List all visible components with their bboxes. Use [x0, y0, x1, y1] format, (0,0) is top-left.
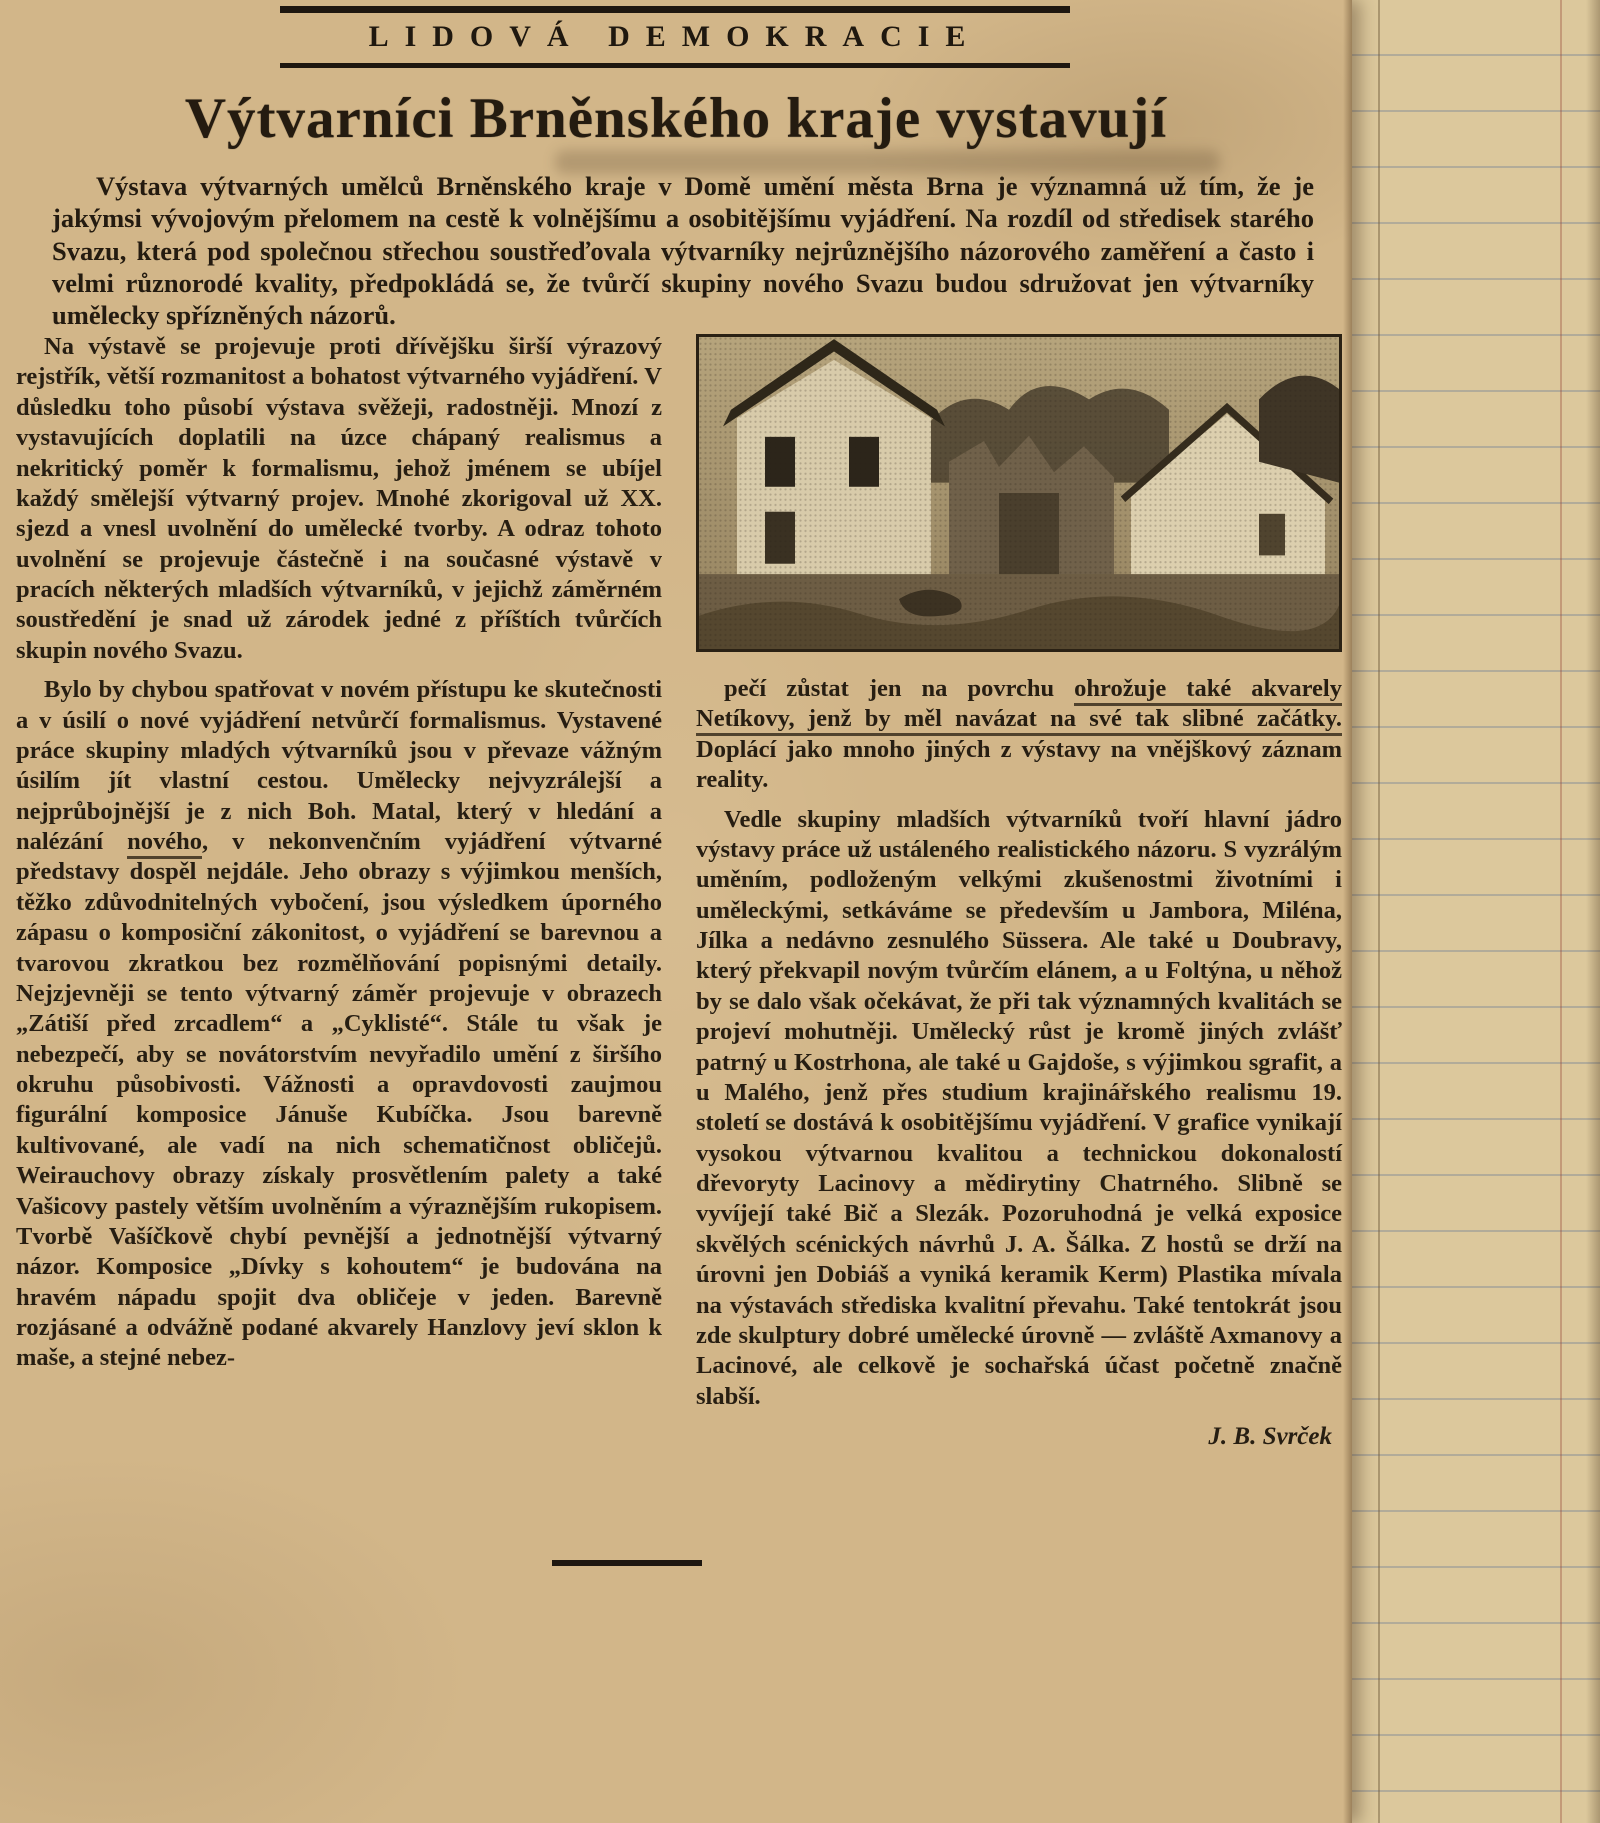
article-paragraph	[696, 674, 1342, 796]
masthead-title: LIDOVÁ DEMOKRACIE	[368, 20, 982, 53]
paragraph-text: Bylo by chybou spatřovat v novém přístupu ke skutečnosti a v úsilí o nové vyjádření netvůrčí formalismus. Vystavené práce skupiny mladých výtvarníků jsou v převaze vážným úsilím jít vlastní cestou. Umělecky nejvyzrálejší a nejprůbojnější je z nich Boh. Matal, který v hledání a nalézání	[16, 676, 662, 855]
paragraph-text: Na výstavě se projevuje proti dřívějšku širší výrazový rejstřík, větší rozmanitost a bohatost výtvarného vyjádření. V důsledku toho působí výstava svěžeji, radostněji. Mnozí z vystavujících doplatili na úzce chápaný realismus a nekritický poměr k formalismu, jehož jménem se ubíjel každý smělejší výtvarný projev. Mnohé zkorigoval už XX. sjezd a vnesl uvolnění do umělecké tvorby. A odraz tohoto uvolnění se projevuje částečně i na současné výstavě v pracích některých mladších výtvarníků, v jejichž záměrném soustředění je snad už zárodek jedné z příštích tvůrčích skupin nového Svazu.	[16, 333, 662, 664]
pencil-underlined-text: ohrožuje také akvarely Netíkovy, jenž by měl navázat na své tak slibné začátky.	[696, 675, 1342, 736]
paragraph-text: Vedle skupiny mladších výtvarníků tvoří hlavní jádro výstavy práce už ustáleného realistického názoru. S vyzrálým uměním, podloženým velkými zkušenostmi životními i uměleckými, setkáváme se především u Jambora, Miléna, Jílka a nedávno zesnulého Süssera. Ale také u Doubravy, který překvapil novým tvůrčím elánem, a u Foltýna, u něhož by se dalo však očekávat, že při tak významných kvalitách se projeví mohutněji. Umělecký růst je kromě jiných zvlášť patrný u Kostrhona, ale také u Gajdoše, s výjimkou sgrafit, a u Malého, jenž přes studium krajinářského realismu 19. století se dostává k osobitějšímu vyjádření. V grafice vynikají vysokou výtvarnou kvalitou a technickou dokonalostí dřevoryty Lacinovy a mědirytiny Chatrného. Slibně se vyvíjejí také Bič a Slezák. Pozoruhodná je velká exposice skvělých scénických návrhů J. A. Šálka. Z hostů se drží na úrovni jen Dobiáš a vyniká keramik Kerm) Plastika mívala na výstavách střediska kvalitní převahu. Také tentokrát jsou zde skulptury dobré umělecké úrovně — zvláště Axmanovy a Lacinové, ale celkově je sochařská účast početně značně slabší.	[696, 805, 1342, 1410]
masthead	[280, 6, 1070, 68]
article-lead-paragraph: Výstava výtvarných umělců Brněnského kraje v Domě umění města Brna je významná už tím, že je jakýmsi vývojovým přelomem na cestě k volnějšímu a osobitějšímu vyjádření. Na rozdíl od středisek starého Svazu, která pod společnou střechou soustřeďovala výtvarníky nejrůznějšího názorového zaměření a často i velmi různorodé kvality, předpokládá se, že tvůrčí skupiny nového Svazu budou sdružovat jen výtvarníky umělecky spřízněných názorů.	[52, 171, 1314, 331]
article-paragraph	[16, 332, 662, 666]
ruins-photo-illustration	[699, 337, 1339, 649]
article-columns	[16, 332, 1342, 1452]
notebook-vertical-rule	[1378, 0, 1380, 1823]
paragraph-text: , v nekonvenčním vyjádření výtvarné představy dospěl nejdále. Jeho obrazy s výjimkou menších, těžko zdůvodnitelných vybočení, jsou výsledkem úporného zápasu o komposiční zákonitost, o vyjádření se barevnou a tvarovou zkratkou bez rozmělňování popisnými detaily. Nejzjevněji se tento výtvarný záměr projevuje v obrazech „Zátiší před zrcadlem“ a „Cyklisté“. Stále tu však je nebezpečí, aby se novátorstvím nevyřadilo umění z širšího okruhu působivosti. Vážnosti a opravdovosti zaujmou figurální komposice Jánuše Kubíčka. Jsou barevně kultivované, ale vadí na nich schematičnost obličejů. Weirauchovy obrazy získaly prosvětlením palety a také Vašicovy pastely větším uvolněním a výraznějším rukopisem. Tvorbě Vašíčkově chybí pevnější a jednotnější výtvarný názor. Komposice „Dívky s kohoutem“ je budována na hravém nápadu spojit dva obličeje v jeden. Barevně rozjásané a odvážně podané akvarely Hanzlovy jeví sklon k maše, a stejné nebez-	[16, 828, 662, 1372]
article-end-rule	[552, 1560, 702, 1566]
author-signature: J. B. Svrček	[1208, 1423, 1332, 1450]
article-paragraph	[696, 805, 1342, 1413]
paragraph-text: Doplácí jako mnoho jiných z výstavy na vnějškový záznam reality.	[696, 735, 1342, 794]
right-column	[696, 332, 1342, 1452]
article-headline: Výtvarníci Brněnského kraje vystavují	[184, 87, 1168, 150]
pencil-underlined-text: nového	[127, 828, 202, 859]
notebook-page-edge	[1586, 0, 1600, 1823]
left-column	[16, 332, 662, 1452]
right-column-text	[696, 674, 1342, 1412]
paragraph-text: pečí zůstat jen na povrchu	[724, 675, 1075, 702]
notebook-margin-rule	[1560, 0, 1562, 1823]
article-photo	[696, 334, 1342, 652]
article-paragraph	[16, 675, 662, 1374]
